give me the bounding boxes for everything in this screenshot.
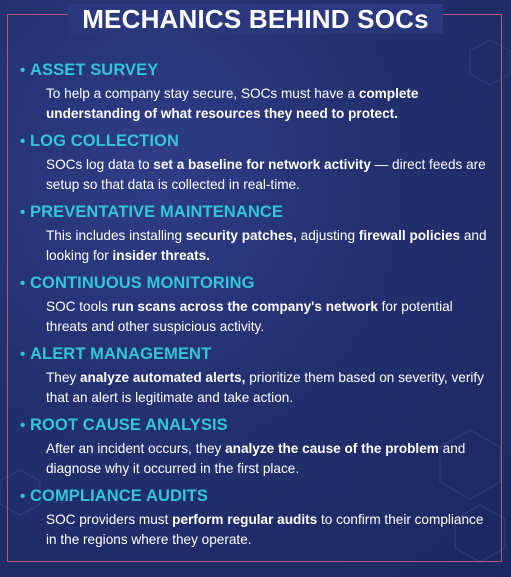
page-title [0, 2, 511, 36]
section-description [46, 510, 490, 550]
bullet-icon: • [20, 61, 26, 79]
list-item [20, 484, 490, 550]
bullet-icon: • [20, 274, 26, 292]
description-emphasis: set a baseline for network activity [153, 157, 371, 172]
bullet-icon: • [20, 132, 26, 150]
section-heading-label: ASSET SURVEY [30, 60, 159, 79]
description-text: SOCs log data to [46, 157, 154, 172]
list-item [20, 200, 490, 266]
description-text: — direct feeds are setup so that data is collected in real-time. [46, 157, 486, 192]
description-emphasis: run scans across the company's network [111, 299, 378, 314]
list-item [20, 129, 490, 195]
description-text: and diagnose why it occurred in the first place. [46, 441, 466, 476]
bullet-icon: • [20, 416, 26, 434]
description-text: and looking for [46, 228, 487, 263]
description-text: After an incident occurs, they [46, 441, 226, 456]
section-heading-label: PREVENTATIVE MAINTENANCE [30, 202, 283, 221]
description-emphasis: firewall policies [358, 228, 461, 243]
section-heading [20, 200, 490, 224]
section-heading [20, 413, 490, 437]
description-text: to confirm their compliance in the regions where they operate. [46, 512, 484, 547]
section-heading [20, 342, 490, 366]
description-text: SOC tools [46, 299, 112, 314]
list-item [20, 58, 490, 124]
section-description [46, 84, 490, 124]
description-emphasis: analyze the cause of the problem [225, 441, 439, 456]
description-text: This includes installing [46, 228, 186, 243]
section-description [46, 439, 490, 479]
bullet-icon: • [20, 487, 26, 505]
section-heading-label: LOG COLLECTION [30, 131, 179, 150]
section-heading [20, 58, 490, 82]
description-text: for potential threats and other suspicious activity. [46, 299, 453, 334]
description-text: To help a company stay secure, SOCs must have a [46, 86, 359, 101]
section-heading-label: COMPLIANCE AUDITS [30, 486, 209, 505]
description-emphasis: analyze automated alerts, [80, 370, 246, 385]
section-description [46, 226, 490, 266]
description-emphasis: security patches, [185, 228, 297, 243]
section-heading [20, 271, 490, 295]
description-text: prioritize them based on severity, verify that an alert is legitimate and take action. [46, 370, 484, 405]
section-description [46, 368, 490, 408]
bullet-icon: • [20, 345, 26, 363]
section-heading [20, 484, 490, 508]
description-emphasis: insider threats. [112, 248, 210, 263]
section-heading-label: ALERT MANAGEMENT [30, 344, 212, 363]
description-text: SOC providers must [46, 512, 173, 527]
description-emphasis: complete understanding of what resources they need to protect. [46, 86, 419, 121]
page-title-text: MECHANICS BEHIND SOCs [68, 4, 443, 34]
section-heading-label: CONTINUOUS MONITORING [30, 273, 255, 292]
list-item [20, 271, 490, 337]
description-text: adjusting [296, 228, 359, 243]
list-item [20, 413, 490, 479]
section-heading [20, 129, 490, 153]
section-description [46, 297, 490, 337]
description-text: They [46, 370, 80, 385]
section-description [46, 155, 490, 195]
list-item [20, 342, 490, 408]
bullet-icon: • [20, 203, 26, 221]
section-heading-label: ROOT CAUSE ANALYSIS [30, 415, 228, 434]
description-emphasis: perform regular audits [172, 512, 318, 527]
